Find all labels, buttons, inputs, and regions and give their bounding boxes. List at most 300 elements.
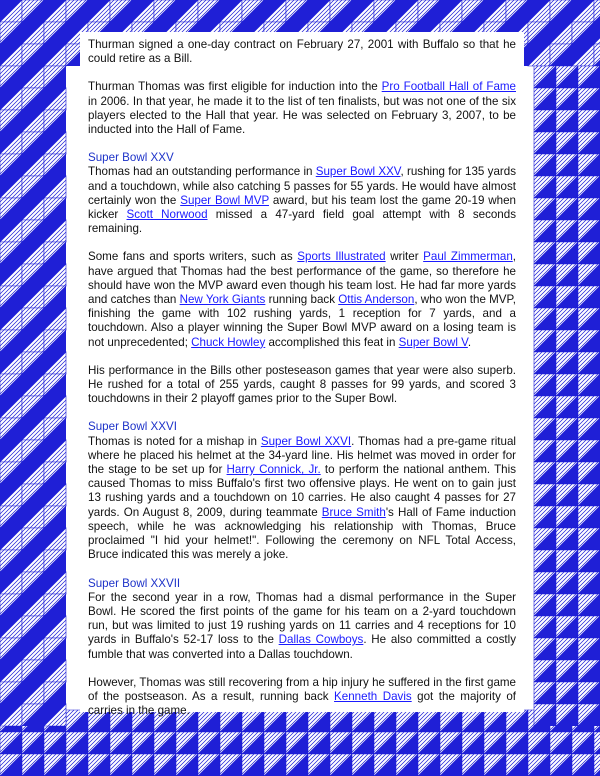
- border-tile: [220, 754, 242, 776]
- border-tile: [44, 462, 66, 484]
- text-run: Thurman signed a one-day contract on February 27, 2001 with Buffalo so that he could retire as a Bill.: [88, 38, 516, 66]
- border-tile: [22, 44, 44, 66]
- border-tile: [578, 264, 600, 286]
- border-tile: [44, 484, 66, 506]
- paragraph: [88, 435, 516, 563]
- border-tile: [556, 704, 578, 726]
- border-tile: [0, 154, 22, 176]
- border-tile: [534, 484, 556, 506]
- border-tile: [0, 198, 22, 220]
- border-tile: [418, 754, 440, 776]
- border-tile: [44, 616, 66, 638]
- border-tile: [534, 110, 556, 132]
- text-run: However, Thomas was still recovering from a hip injury he suffered in the first game of the postseason. As a result, running back: [88, 675, 516, 703]
- section-heading: [88, 577, 516, 591]
- border-tile: [44, 132, 66, 154]
- border-tile: [578, 308, 600, 330]
- border-tile: [556, 374, 578, 396]
- text-run: .: [467, 335, 472, 349]
- border-tile: [556, 308, 578, 330]
- border-tile: [22, 374, 44, 396]
- border-tile: [0, 352, 22, 374]
- wiki-link[interactable]: Scott Norwood: [126, 208, 208, 222]
- border-tile: [88, 754, 110, 776]
- paragraph: [88, 364, 516, 407]
- border-tile: [534, 660, 556, 682]
- border-tile: [88, 0, 110, 22]
- border-tile: [578, 110, 600, 132]
- border-tile: [44, 352, 66, 374]
- border-tile: [44, 440, 66, 462]
- border-tile: [22, 286, 44, 308]
- border-tile: [556, 154, 578, 176]
- border-tile: [556, 88, 578, 110]
- border-tile: [22, 176, 44, 198]
- border-tile: [374, 732, 396, 754]
- border-tile: [198, 732, 220, 754]
- border-tile: [572, 44, 594, 66]
- border-tile: [462, 732, 484, 754]
- border-tile: [528, 0, 550, 22]
- text-run: 's Hall of Fame induction speech, while he was acknowledging his relationship with Thomas, Bruce proclaimed "I hid your helmet!". Following the ceremony on NFL Total Access, Bruce indicated this was merely a joke.: [88, 505, 516, 562]
- border-tile: [528, 44, 550, 66]
- border-tile: [578, 88, 600, 110]
- border-tile: [534, 396, 556, 418]
- border-tile: [534, 462, 556, 484]
- border-tile: [44, 418, 66, 440]
- border-tile: [22, 660, 44, 682]
- border-tile: [556, 242, 578, 264]
- border-tile: [556, 594, 578, 616]
- wiki-link[interactable]: Ottis Anderson: [338, 293, 415, 307]
- border-tile: [44, 754, 66, 776]
- border-tile: [578, 528, 600, 550]
- border-tile: [0, 0, 22, 22]
- border-tile: [534, 440, 556, 462]
- border-tile: [22, 242, 44, 264]
- text-run: Some fans and sports writers, such as: [88, 250, 298, 264]
- border-tile: [264, 754, 286, 776]
- border-tile: [22, 418, 44, 440]
- border-tile: [506, 0, 528, 22]
- border-tile: [578, 440, 600, 462]
- border-tile: [308, 754, 330, 776]
- wiki-link[interactable]: Super Bowl XXVI: [260, 434, 352, 448]
- wiki-link[interactable]: Chuck Howley: [191, 335, 266, 349]
- border-tile: [0, 22, 22, 44]
- border-tile: [528, 754, 550, 776]
- text-run: Thomas is noted for a mishap in: [88, 434, 261, 448]
- border-tile: [0, 264, 22, 286]
- border-tile: [0, 66, 22, 88]
- border-tile: [44, 506, 66, 528]
- border-tile: [330, 0, 352, 22]
- border-tile: [534, 198, 556, 220]
- border-tile: [352, 754, 374, 776]
- border-tile: [22, 396, 44, 418]
- border-tile: [0, 550, 22, 572]
- border-tile: [578, 176, 600, 198]
- border-tile: [506, 754, 528, 776]
- border-tile: [578, 374, 600, 396]
- border-tile: [556, 286, 578, 308]
- border-tile: [0, 286, 22, 308]
- wiki-link[interactable]: Pro Football Hall of Fame: [381, 80, 516, 94]
- border-tile: [572, 732, 594, 754]
- border-tile: [44, 286, 66, 308]
- border-tile: [286, 732, 308, 754]
- border-tile: [22, 572, 44, 594]
- border-tile: [0, 754, 22, 776]
- border-tile: [0, 594, 22, 616]
- border-tile: [308, 732, 330, 754]
- border-tile: [22, 550, 44, 572]
- border-tile: [110, 0, 132, 22]
- border-tile: [44, 396, 66, 418]
- border-tile: [0, 682, 22, 704]
- border-tile: [396, 754, 418, 776]
- border-tile: [242, 754, 264, 776]
- border-tile: [110, 754, 132, 776]
- wiki-link[interactable]: Super Bowl V: [398, 335, 468, 349]
- border-tile: [220, 0, 242, 22]
- border-tile: [528, 732, 550, 754]
- paragraph: [88, 165, 516, 236]
- border-tile: [286, 0, 308, 22]
- border-tile: [534, 572, 556, 594]
- border-tile: [534, 594, 556, 616]
- border-tile: [462, 0, 484, 22]
- border-tile: [110, 732, 132, 754]
- border-tile: [556, 352, 578, 374]
- border-tile: [66, 710, 88, 732]
- border-tile: [594, 0, 600, 22]
- border-tile: [594, 22, 600, 44]
- border-tile: [556, 484, 578, 506]
- border-tile: [556, 462, 578, 484]
- border-tile: [534, 682, 556, 704]
- border-tile: [534, 154, 556, 176]
- border-tile: [578, 286, 600, 308]
- border-tile: [556, 330, 578, 352]
- border-tile: [22, 616, 44, 638]
- border-tile: [264, 0, 286, 22]
- border-tile: [556, 176, 578, 198]
- border-tile: [440, 754, 462, 776]
- border-tile: [66, 754, 88, 776]
- border-tile: [44, 572, 66, 594]
- text-run: . Thomas had a pre-game ritual where he placed his helmet at the 34-yard line. His helmet was moved in order for the stage to be set up for: [88, 434, 516, 477]
- border-tile: [556, 66, 578, 88]
- border-tile: [22, 154, 44, 176]
- border-tile: [44, 110, 66, 132]
- border-tile: [556, 638, 578, 660]
- text-run: Thurman Thomas was first eligible for induction into the: [88, 80, 382, 94]
- border-tile: [132, 0, 154, 22]
- border-tile: [132, 732, 154, 754]
- border-tile: [578, 198, 600, 220]
- border-tile: [22, 308, 44, 330]
- border-tile: [44, 198, 66, 220]
- wiki-link[interactable]: Harry Connick, Jr.: [226, 463, 321, 477]
- border-tile: [242, 0, 264, 22]
- border-tile: [550, 22, 572, 44]
- border-tile: [440, 732, 462, 754]
- border-tile: [534, 220, 556, 242]
- border-tile: [22, 132, 44, 154]
- wiki-link[interactable]: Kenneth Davis: [334, 689, 412, 703]
- border-tile: [528, 22, 550, 44]
- text-run: running back: [265, 293, 339, 307]
- border-tile: [0, 176, 22, 198]
- border-tile: [578, 682, 600, 704]
- border-tile: [578, 352, 600, 374]
- border-tile: [594, 732, 600, 754]
- text-run: Super Bowl XXV: [88, 151, 174, 165]
- border-tile: [352, 732, 374, 754]
- border-tile: [176, 754, 198, 776]
- border-tile: [0, 572, 22, 594]
- border-tile: [556, 550, 578, 572]
- border-tile: [22, 22, 44, 44]
- border-tile: [556, 220, 578, 242]
- border-tile: [44, 154, 66, 176]
- border-tile: [550, 732, 572, 754]
- paragraph: [88, 250, 516, 349]
- border-tile: [578, 550, 600, 572]
- border-tile: [550, 754, 572, 776]
- border-tile: [44, 550, 66, 572]
- border-tile: [534, 242, 556, 264]
- text-run: writer: [385, 250, 424, 264]
- paragraph: [88, 591, 516, 662]
- border-tile: [286, 754, 308, 776]
- text-run: , have argued that Thomas had the best performance of the game, so therefore he should have won the MVP award even though his team lost. He had far more yards and catches than: [88, 250, 516, 307]
- border-tile: [0, 308, 22, 330]
- border-tile: [44, 242, 66, 264]
- border-tile: [66, 0, 88, 22]
- wiki-link[interactable]: New York Giants: [179, 293, 266, 307]
- border-tile: [220, 732, 242, 754]
- border-tile: [534, 176, 556, 198]
- border-tile: [44, 330, 66, 352]
- border-tile: [0, 132, 22, 154]
- border-tile: [308, 0, 330, 22]
- border-tile: [22, 528, 44, 550]
- border-tile: [0, 638, 22, 660]
- border-tile: [440, 0, 462, 22]
- border-tile: [534, 88, 556, 110]
- border-tile: [578, 154, 600, 176]
- border-tile: [22, 682, 44, 704]
- border-tile: [534, 264, 556, 286]
- border-tile: [44, 0, 66, 22]
- border-tile: [22, 732, 44, 754]
- border-tile: [22, 462, 44, 484]
- wiki-link[interactable]: Super Bowl XXV: [315, 165, 401, 179]
- border-tile: [0, 220, 22, 242]
- wiki-link[interactable]: Super Bowl MVP: [180, 193, 269, 207]
- border-tile: [330, 732, 352, 754]
- border-tile: [44, 88, 66, 110]
- border-tile: [0, 660, 22, 682]
- section-heading: [88, 420, 516, 434]
- border-tile: [556, 528, 578, 550]
- border-tile: [22, 484, 44, 506]
- border-tile: [556, 660, 578, 682]
- text-run: , who won the MVP, finishing the game with 102 rushing yards, 1 reception for 7 yards, and a touchdown. Also a player winning the Super Bowl MVP award on a losing team is not unprecedented;: [88, 293, 516, 349]
- paragraph: [88, 676, 516, 719]
- border-tile: [242, 732, 264, 754]
- border-tile: [44, 528, 66, 550]
- border-tile: [0, 418, 22, 440]
- border-tile: [374, 0, 396, 22]
- border-tile: [578, 506, 600, 528]
- border-tile: [22, 638, 44, 660]
- text-run: missed a 47-yard field goal attempt with 8 seconds remaining.: [88, 208, 516, 236]
- border-tile: [0, 44, 22, 66]
- border-tile: [534, 528, 556, 550]
- wiki-link[interactable]: Bruce Smith: [321, 505, 386, 519]
- border-tile: [44, 66, 66, 88]
- border-tile: [578, 132, 600, 154]
- wiki-link[interactable]: Paul Zimmerman: [423, 250, 513, 264]
- text-run: to perform the national anthem. This caused Thomas to miss Buffalo's first two offensive plays. He went on to gain just 13 rushing yards and a touchdown on 10 carries. He also caught 4 passes for 27 yards. On August 8, 2009, during teammate: [88, 463, 517, 519]
- border-tile: [132, 754, 154, 776]
- border-tile: [176, 0, 198, 22]
- border-tile: [44, 44, 66, 66]
- paragraph: [88, 38, 516, 66]
- border-tile: [556, 264, 578, 286]
- border-tile: [0, 704, 22, 726]
- border-tile: [0, 396, 22, 418]
- border-tile: [154, 0, 176, 22]
- border-tile: [534, 418, 556, 440]
- border-tile: [534, 66, 556, 88]
- border-tile: [198, 0, 220, 22]
- border-tile: [556, 418, 578, 440]
- border-tile: [534, 286, 556, 308]
- border-tile: [44, 594, 66, 616]
- border-tile: [572, 0, 594, 22]
- border-tile: [66, 732, 88, 754]
- border-tile: [0, 88, 22, 110]
- border-tile: [0, 440, 22, 462]
- border-tile: [22, 88, 44, 110]
- border-tile: [578, 484, 600, 506]
- border-tile: [0, 330, 22, 352]
- border-tile: [22, 506, 44, 528]
- border-tile: [578, 638, 600, 660]
- border-tile: [572, 22, 594, 44]
- border-tile: [396, 732, 418, 754]
- border-tile: [534, 506, 556, 528]
- border-tile: [0, 732, 22, 754]
- border-tile: [572, 754, 594, 776]
- wiki-link[interactable]: Sports Illustrated: [297, 250, 386, 264]
- text-run: Thomas had an outstanding performance in: [88, 165, 316, 179]
- border-tile: [0, 506, 22, 528]
- border-tile: [44, 682, 66, 704]
- border-tile: [22, 220, 44, 242]
- border-tile: [534, 616, 556, 638]
- border-tile: [0, 616, 22, 638]
- border-tile: [578, 616, 600, 638]
- text-run: For the second year in a row, Thomas had a dismal performance in the Super Bowl. He scored the first points of the game for his team on a 2-yard touchdown run, but was limited to just 19 rushing yards on 11 carries and 4 receptions for 10 yards in Buffalo's 52-17 loss to the: [88, 590, 516, 647]
- border-tile: [0, 462, 22, 484]
- border-tile: [484, 754, 506, 776]
- border-tile: [22, 594, 44, 616]
- border-tile: [154, 732, 176, 754]
- border-tile: [22, 0, 44, 22]
- border-tile: [556, 132, 578, 154]
- border-tile: [594, 44, 600, 66]
- border-tile: [22, 198, 44, 220]
- border-tile: [578, 66, 600, 88]
- border-tile: [44, 308, 66, 330]
- border-tile: [44, 374, 66, 396]
- border-tile: [0, 528, 22, 550]
- border-tile: [578, 330, 600, 352]
- border-tile: [418, 0, 440, 22]
- border-tile: [534, 550, 556, 572]
- border-tile: [550, 0, 572, 22]
- border-tile: [44, 264, 66, 286]
- border-tile: [44, 704, 66, 726]
- section-heading: [88, 151, 516, 165]
- border-tile: [44, 176, 66, 198]
- border-tile: [556, 682, 578, 704]
- border-tile: [88, 732, 110, 754]
- border-tile: [484, 0, 506, 22]
- border-tile: [22, 704, 44, 726]
- border-tile: [0, 110, 22, 132]
- border-tile: [556, 440, 578, 462]
- border-tile: [534, 132, 556, 154]
- border-tile: [578, 704, 600, 726]
- text-run: . He also committed a costly fumble that was converted into a Dallas touchdown.: [88, 633, 516, 661]
- border-tile: [550, 44, 572, 66]
- border-tile: [556, 110, 578, 132]
- border-tile: [534, 638, 556, 660]
- border-tile: [22, 110, 44, 132]
- border-tile: [556, 506, 578, 528]
- border-tile: [352, 0, 374, 22]
- border-tile: [534, 374, 556, 396]
- border-tile: [534, 330, 556, 352]
- text-run: Super Bowl XXVI: [88, 420, 177, 434]
- border-tile: [396, 0, 418, 22]
- text-run: His performance in the Bills other posteseason games that year were also superb. He rushed for a total of 255 yards, caught 8 passes for 99 yards, and scored 3 touchdowns in their 2 playoff games prior to the Super Bowl.: [88, 363, 516, 406]
- border-tile: [578, 242, 600, 264]
- border-tile: [418, 732, 440, 754]
- border-tile: [534, 352, 556, 374]
- wiki-link[interactable]: Dallas Cowboys: [278, 633, 364, 647]
- border-tile: [22, 352, 44, 374]
- border-tile: [44, 220, 66, 242]
- border-tile: [556, 396, 578, 418]
- border-tile: [44, 732, 66, 754]
- text-run: got the majority of carries in the game.: [88, 689, 517, 718]
- border-tile: [0, 374, 22, 396]
- text-run: accomplished this feat in: [265, 335, 399, 349]
- border-tile: [556, 616, 578, 638]
- article-body: [88, 38, 516, 732]
- border-tile: [22, 66, 44, 88]
- border-tile: [22, 754, 44, 776]
- border-tile: [578, 418, 600, 440]
- border-tile: [578, 572, 600, 594]
